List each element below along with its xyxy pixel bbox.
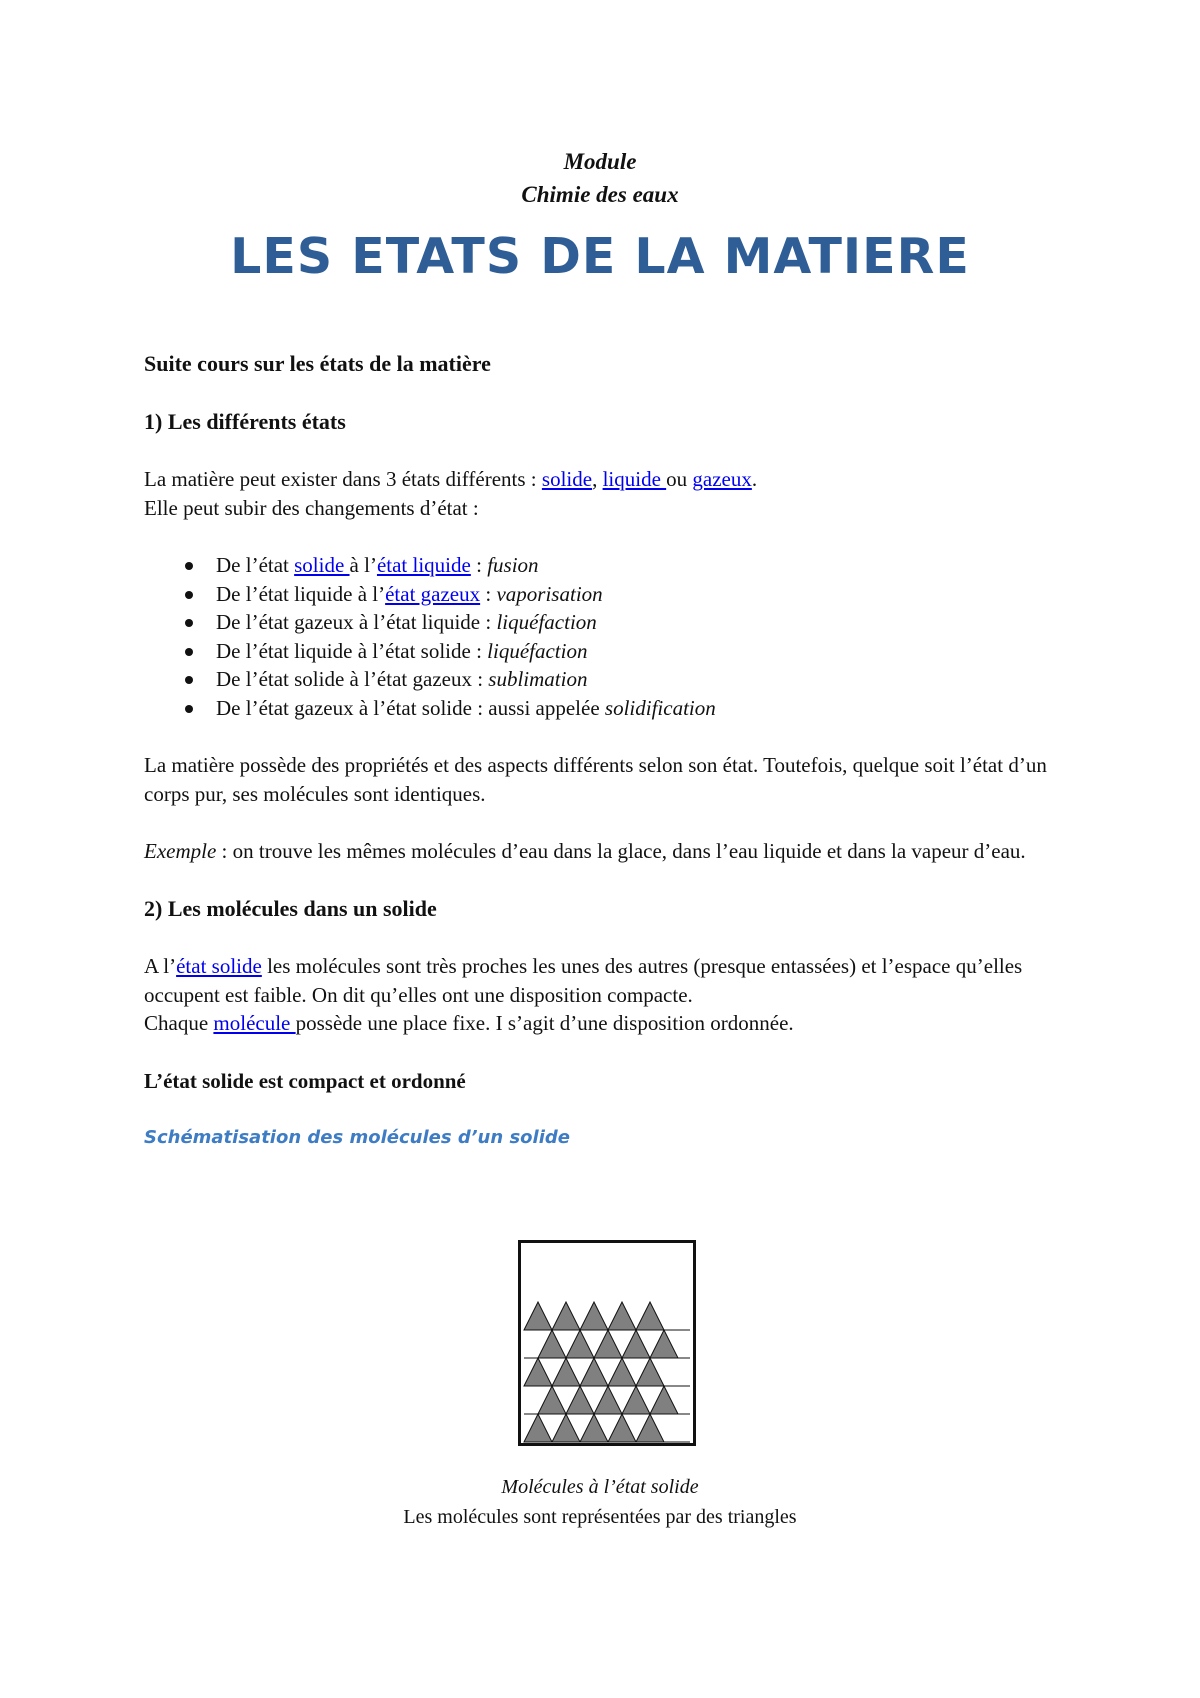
document-body: [144, 350, 1064, 1153]
bullet-icon: [185, 619, 193, 627]
link-gazeux[interactable]: gazeux: [692, 467, 752, 491]
course-label: Chimie des eaux: [521, 182, 679, 207]
link-etat-solide[interactable]: état solide: [176, 954, 262, 978]
conclusion-text: L’état solide est compact et ordonné: [144, 1068, 466, 1093]
bullet-icon: [185, 591, 193, 599]
list-item: De l’état solide à l’état liquide : fusion: [144, 551, 1064, 580]
figure-caption: Les molécules sont représentées par des triangles: [403, 1506, 797, 1528]
link-liquide[interactable]: liquide: [602, 467, 667, 491]
list-item: De l’état solide à l’état gazeux : sublimation: [144, 665, 1064, 694]
module-header: [0, 145, 1200, 211]
list-item: De l’état gazeux à l’état liquide : liquéfaction: [144, 608, 1064, 637]
list-item: De l’état liquide à l’état gazeux : vaporisation: [144, 580, 1064, 609]
section1-paragraph1: La matière peut exister dans 3 états différents : solide, liquide ou gazeux.: [144, 467, 758, 491]
link-etat-gazeux[interactable]: état gazeux: [385, 581, 481, 606]
bullet-icon: [185, 705, 193, 713]
solid-molecules-figure: [518, 1240, 696, 1451]
page-title: LES ETATS DE LA MATIERE: [230, 228, 970, 285]
intro-heading: Suite cours sur les états de la matière: [144, 351, 491, 376]
section2-heading: 2) Les molécules dans un solide: [144, 895, 437, 921]
link-etat-liquide[interactable]: état liquide: [376, 553, 471, 577]
section1-heading: 1) Les différents états: [144, 408, 346, 434]
list-item: De l’état gazeux à l’état solide : aussi appelée solidification: [144, 694, 1064, 723]
list-item: De l’état liquide à l’état solide : liquéfaction: [144, 637, 1064, 666]
figure-caption-italic: Molécules à l’état solide: [501, 1476, 699, 1498]
link-molecule[interactable]: molécule: [213, 1011, 296, 1035]
solid-container-diagram: [518, 1240, 696, 1446]
bullet-icon: [185, 562, 193, 570]
state-changes-list: [144, 551, 1064, 722]
section1-paragraph2: Elle peut subir des changements d’état :: [144, 495, 479, 520]
link-solide[interactable]: solide: [541, 467, 593, 491]
section2-paragraph1: A l’état solide les molécules sont très proches les unes des autres (presque entassées) et l’espace qu’elles occupent est faible. On dit qu’elles ont une disposition compacte.: [144, 954, 1023, 1007]
section1-paragraph3: La matière possède des propriétés et des aspects différents selon son état. Toutefois, quelque soit l’état d’un corps pur, ses molécules sont identiques.: [144, 753, 1047, 806]
section2-paragraph2: Chaque molécule possède une place fixe. I s’agit d’une disposition ordonnée.: [144, 1011, 794, 1035]
link-solide-item[interactable]: solide: [294, 553, 350, 577]
bullet-icon: [185, 648, 193, 656]
schema-title: Schématisation des molécules d’un solide: [144, 1127, 570, 1148]
example-paragraph: Exemple : on trouve les mêmes molécules d’eau dans la glace, dans l’eau liquide et dans la vapeur d’eau.: [144, 839, 1026, 863]
module-label: Module: [563, 149, 637, 174]
example-label: Exemple: [144, 839, 217, 863]
bullet-icon: [185, 676, 193, 684]
